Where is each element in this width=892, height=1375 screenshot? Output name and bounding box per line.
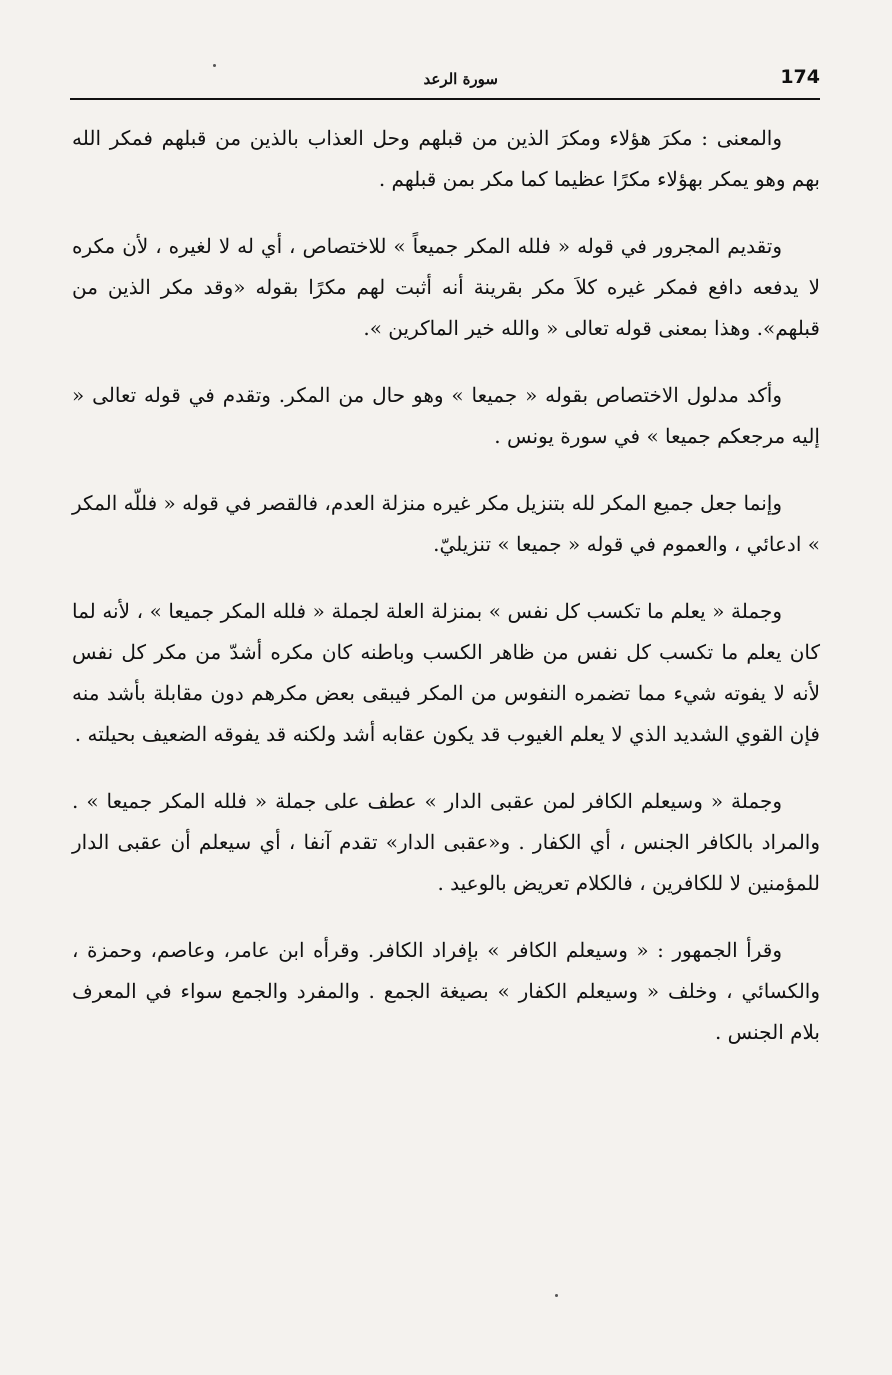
- scan-speck: [555, 1294, 558, 1297]
- paragraph-disbeliever: وجملة « وسيعلم الكافر لمن عقبى الدار » عطف على جملة « فلله المكر جميعا » . والمراد بالكافر الجنس ، أي الكفار . و«عقبى الدار» تقدم آنفا ، أي سيعلم أن عقبى الدار للمؤمنين لا للكافرين ، فالكلام تعريض بالوعيد .: [72, 789, 820, 895]
- paragraph-precedence: وتقديم المجرور في قوله « فلله المكر جميعاً » للاختصاص ، أي له لا لغيره ، لأن مكره لا يدفعه دافع فمكر غيره كلاَ مكر بقرينة أنه أثبت لهم مكرًا بقوله «وقد مكر الذين من قبلهم». وهذا بمعنى قوله تعالى « والله خير الماكرين ».: [72, 234, 820, 340]
- header-rule: [70, 98, 820, 100]
- running-title: سورة الرعد: [423, 70, 498, 88]
- paragraph-restriction: وإنما جعل جميع المكر لله بتنزيل مكر غيره منزلة العدم، فالقصر في قوله « فللّه المكر » ادعائي ، والعموم في قوله « جميعا » تنزيليّ.: [72, 491, 820, 556]
- scan-speck: [213, 64, 216, 67]
- page-header: [70, 66, 820, 100]
- page-number: 174: [780, 66, 820, 88]
- page-body: [72, 118, 820, 1079]
- paragraph-readings: وقرأ الجمهور : « وسيعلم الكافر » بإفراد الكافر. وقرأه ابن عامر، وعاصم، وحمزة ، والكسائي ، وخلف « وسيعلم الكفار » بصيغة الجمع . والمفرد والجمع سواء في المعرف بلام الجنس .: [72, 938, 820, 1044]
- paragraph-knowledge: وجملة « يعلم ما تكسب كل نفس » بمنزلة العلة لجملة « فلله المكر جميعا » ، لأنه لما كان يعلم ما تكسب كل نفس من ظاهر الكسب وباطنه كان مكره أشدّ من مكر كل نفس لأنه لا يفوته شيء مما تضمره النفوس من المكر فيبقى بعض مكرهم دون مقابلة بأشد منه فإن القوي الشديد الذي لا يعلم الغيوب قد يكون عقابه أشد ولكنه قد يفوقه الضعيف بحيلته .: [72, 599, 820, 746]
- paragraph-emphasis: وأكد مدلول الاختصاص بقوله « جميعا » وهو حال من المكر. وتقدم في قوله تعالى « إليه مرجعكم جميعا » في سورة يونس .: [72, 383, 820, 448]
- paragraph-meaning: والمعنى : مكرَ هؤلاء ومكرَ الذين من قبلهم وحل العذاب بالذين من قبلهم فمكر الله بهم وهو يمكر بهؤلاء مكرًا عظيما كما مكر بمن قبلهم .: [72, 126, 820, 191]
